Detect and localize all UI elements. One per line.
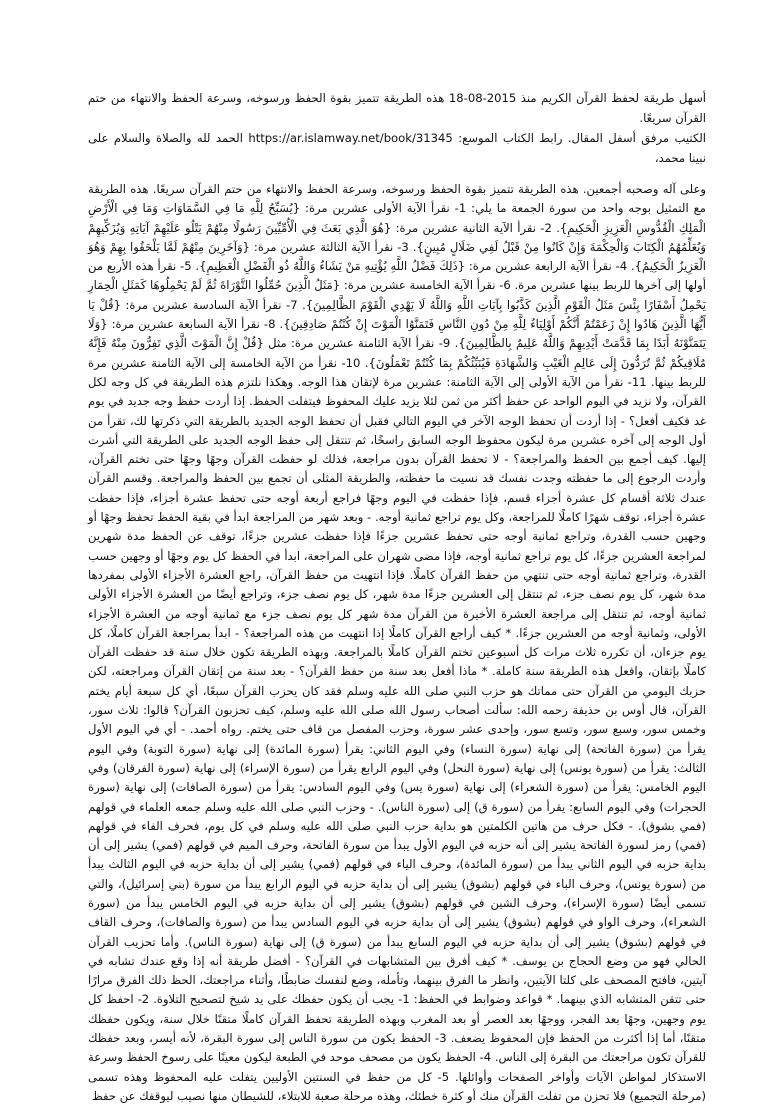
header-line-1: أسهل طريقة لحفظ القرآن الكريم منذ 2015-08-18 هذه الطريقة تتميز بقوة الحفظ ورسوخه، وسرعة الحفظ والانتهاء من حتم القرآن سريعًا.: [88, 91, 707, 125]
document-page: [88, 88, 707, 1103]
book-url-link[interactable]: https://ar.islamway.net/book/31345: [248, 131, 453, 145]
document-header: [88, 88, 706, 168]
header-line-2-prefix: الكتيب مرفق أسفل المقال. رابط الكتاب الموسع:: [458, 131, 707, 145]
article-body-text: وعلى آله وصحبه أجمعين. هذه الطريقة تتميز بقوة الحفظ ورسوخه، وسرعة الحفظ والانتهاء من حتم القرآن سريعًا. هذه الطريقة مع التمثيل بوجه واحد من سورة الجمعة ما يلي: 1- نقرأ الآية الأولى عشرين مرة: {يُسَبِّحُ لِلَّهِ مَا فِي السَّمَاوَاتِ وَمَا فِي الْأَرْضِ الْمَلِكِ الْقُدُّوسِ الْعَزِيزِ الْحَكِيمِ}. 2- نقرأ الآية الثانية عشرين مرة: {هُوَ الَّذِي بَعَثَ فِي الْأُمِّيِّينَ رَسُولًا مِنْهُمْ يَتْلُو عَلَيْهِمْ آيَاتِهِ وَيُزَكِّيهِمْ وَيُعَلِّمُهُمُ الْكِتَابَ وَالْحِكْمَةَ وَإِنْ كَانُوا مِنْ قَبْلُ لَفِي ضَلَالٍ مُبِينٍ}. 3- نقرأ الآية الثالثة عشرين مرة: {وَآخَرِينَ مِنْهُمْ لَمَّا يَلْحَقُوا بِهِمْ وَهُوَ الْعَزِيزُ الْحَكِيمُ}. 4- نقرأ الآية الرابعة عشرين مرة: {ذَلِكَ فَضْلُ اللَّهِ يُؤْتِيهِ مَنْ يَشَاءُ وَاللَّهُ ذُو الْفَضْلِ الْعَظِيمِ}. 5- نقرأ هذه الأربع من أولها إلى آخرها للربط بينها عشرين مرة. 6- نقرأ الآية الخامسة عشرين مرة: {مَثَلُ الَّذِينَ حُمِّلُوا التَّوْرَاةَ ثُمَّ لَمْ يَحْمِلُوهَا كَمَثَلِ الْحِمَارِ يَحْمِلُ أَسْفَارًا بِئْسَ مَثَلُ الْقَوْمِ الَّذِينَ كَذَّبُوا بِآيَاتِ اللَّهِ وَاللَّهُ لَا يَهْدِي الْقَوْمَ الظَّالِمِينَ}. 7- نقرأ الآية السادسة عشرين مرة: {قُلْ يَا أَيُّهَا الَّذِينَ هَادُوا إِنْ زَعَمْتُمْ أَنَّكُمْ أَوْلِيَاءُ لِلَّهِ مِنْ دُونِ النَّاسِ فَتَمَنَّوُا الْمَوْتَ إِنْ كُنْتُمْ صَادِقِينَ}. 8- نقرأ الآية السابعة عشرين مرة: {وَلَا يَتَمَنَّوْنَهُ أَبَدًا بِمَا قَدَّمَتْ أَيْدِيهِمْ وَاللَّهُ عَلِيمٌ بِالظَّالِمِينَ}. 9- نقرأ الآية الثامنة عشرين مرة: مثل {قُلْ إِنَّ الْمَوْتَ الَّذِي تَفِرُّونَ مِنْهُ فَإِنَّهُ مُلَاقِيكُمْ ثُمَّ تُرَدُّونَ إِلَى عَالِمِ الْغَيْبِ وَالشَّهَادَةِ فَيُنَبِّئُكُمْ بِمَا كُنْتُمْ تَعْمَلُونَ}. 10- نقرأ من الآية الخامسة إلى الآية الثامنة عشرين مرة للربط بينها. 11- نقرأ من الآية الأولى إلى الآية الثامنة: عشرين مرة لإتقان هذا الوجه. وهكذا نلتزم هذه الطريقة في كل وجه لكل القرآن، ولا نزيد في اليوم الواحد عن حفظ أكثر من ثمن لئلا يزيد عليك المحفوظ فيتفلت الحفظ. إذا أردت حفظ وجه جديد في يوم غد فكيف أفعل؟ - إذا أردت أن تحفظ الوجه الآخر في اليوم التالي فقبل أن تحفظ الوجه الجديد بالطريقة التي ذكرتها لك، تقرأ من أول الوجه إلى آخره عشرين مرة ليكون محفوظ الوجه السابق راسخًا، ثم تنتقل إلى حفظ الوجه الجديد على الطريقة التي أشرت إليها. كيف أجمع بين الحفظ والمراجعة؟ - لا تحفظ القرآن بدون مراجعة، فذلك لو حفظت القرآن وجهًا وجهًا حتى تختم القرآن، وأردت الرجوع إلى ما حفظته وجدت نفسك قد نسيت ما حفظته، والطريقة المثلى أن تجمع بين الحفظ والمراجعة. وقسم القرآن عندك ثلاثة أقسام كل عشرة أجزاء قسم، فإذا حفظت في اليوم وجهًا فراجع أربعة أوجه حتى تحفظ عشرة أجزاء، فإذا حفظت عشرة أجزاء، توقف شهرًا كاملًا للمراجعة، وكل يوم تراجع ثمانية أوجه. - وبعد شهر من المراجعة ابدأ في بقية الحفظ تحفظ وجهًا أو وجهين حسب القدرة، وتراجع ثمانية أوجه حتى تحفظ عشرين جزءًا فإذا حفظت عشرين جزءًا، توقف عن الحفظ مدة شهرين لمراجعة العشرين جزءًا، كل يوم تراجع ثمانية أوجه، فإذا مضى شهران على المراجعة، ابدأ في الحفظ كل يوم وجهًا أو وجهين حسب القدرة، وتراجع ثمانية أوجه حتى تنتهي من حفظ القرآن كاملًا. فإذا انتهيت من حفظ القرآن، راجع العشرة الأجزاء الأولى بمفردها مدة شهر، كل يوم نصف جزء، ثم تنتقل إلى العشرين جزءًا مدة شهر، كل يوم نصف جزء، وتراجع أيضًا من العشرة الأجزاء الأولى ثمانية أوجه، ثم تنتقل إلى مراجعة العشرة الأخيرة من القرآن مدة شهر كل يوم نصف جزء مع ثمانية أوجه من العشرة الأجزاء الأولى، وثمانية أوجه من العشرين جزءًا. * كيف أراجع القرآن كاملًا إذا انتهيت من هذه المراجعة؟ - ابدأ بمراجعة القرآن كاملًا، كل يوم جزءان، أن تكرره ثلاث مرات كل أسبوعين تختم القرآن كاملًا بالمراجعة. وبهذه الطريقة تكون خلال سنة قد حفظت القرآن كاملًا بإتقان، وافعل هذه الطريقة سنة كاملة. * ماذا أفعل بعد سنة من حفظ القرآن؟ - بعد سنة من إتقان القرآن ومراجعته، لكن حزبك اليومي من القرآن حتى مماتك هو حزب النبي صلى الله عليه وسلم فقد كان يحزب القرآن سبعًا، أي كل سبعة أيام يختم القرآن، قال أوس بن حذيفة رحمه الله: سألت أصحاب رسول الله صلى الله عليه وسلم، كيف تحزبون القرآن؟ قالوا: ثلاث سور، وخمس سور، وسبع سور، وتسع سور، وإحدى عشر سورة، وحزب المفصل من قاف حتى يختم. رواه أحمد. - أي في اليوم الأول يقرأ من (سورة الفاتحة) إلى نهاية (سورة النساء) وفي اليوم الثاني: يقرأ (سورة المائدة) إلى نهاية (سورة التوبة) وفي اليوم الثالث: يقرأ من (سورة يونس) إلى نهاية (سورة النحل) وفي اليوم الرابع يقرأ من (سورة الإسراء) إلى نهاية (سورة الفرقان) وفي اليوم الخامس: يقرأ من (سورة الشعراء) إلى نهاية (سورة يس) وفي اليوم السادس: يقرأ من (سورة الصافات) إلى نهاية (سورة الحجرات) وفي اليوم السابع: يقرأ من (سورة ق) إلى (سورة الناس). - وحزب النبي صلى الله عليه وسلم جمعه العلماء في قولهم (فمي بشوق). - فكل حرف من هاتين الكلمتين هو بداية حزب النبي صلى الله عليه وسلم في كل يوم، فحرف الفاء في قولهم (فمي) رمز لسورة الفاتحة يشير إلى أنه حزبه في اليوم الأول يبدأ من سورة الفاتحة، وحرف الميم في قولهم (فمي) يشير إلى أن بداية حزبه في اليوم الثاني يبدأ من (سورة المائدة)، وحرف الياء في قولهم (فمي) يشير إلى أن بداية حزبه في اليوم الثالث يبدأ من (سورة يونس)، وحرف الباء في قولهم (بشوق) يشير إلى أن بداية حزبه في اليوم الرابع يبدأ من سورة (بني إسرائيل)، والتي تسمى أيضًا (سورة الإسراء)، وحرف الشين في قولهم (بشوق) يشير إلى أن بداية حزبه في اليوم الخامس يبدأ من (سورة الشعراء)، وحرف الواو في قولهم (بشوق) يشير إلى أن بداية حزبه في اليوم السادس يبدأ من (سورة والصافات)، وحرف القاف في قولهم (بشوق) يشير إلى أن بداية حزبه في اليوم السابع يبدأ من (سورة ق) إلى نهاية (سورة الناس). وأما تحزيب القرآن الحالي فهو من وضع الحجاج بن يوسف. * كيف أفرق بين المتشابهات في القرآن؟ - أفضل طريقة أنه إذا وقع عندك تشابه في آيتين، فافتح المصحف على كلتا الآيتين، وانظر ما الفرق بينهما، وتأمله، وضع لنفسك ضابطًا، وأثناء مراجعتك، الحظ ذلك الفرق مرارًا حتى تتقن المتشابه الذي بينهما. * قواعد وضوابط في الحفظ: 1- يجب أن يكون حفظك على يد شيخ لتصحيح التلاوة. 2- احفظ كل يوم وجهين، وجهًا بعد الفجر، ووجهًا بعد العصر أو بعد المغرب وبهذه الطريقة تحفظ القرآن كاملًا متقنًا خلال سنة، ويكون حفظك متقنًا، أما إذا أكثرت من الحفظ فإن المحفوظ يضعف. 3- الحفظ يكون من سورة الناس إلى سورة البقرة، لأنه أيسر، وبعد حفظك للقرآن تكون مراجعتك من البقرة إلى الناس. 4- الحفظ يكون من مصحف موحد في الطبعة ليكون معينًا على رسوخ الحفظ وسرعة الاستذكار لمواطن الآيات وأواخر الصفحات وأوائلها. 5- كل من حفظ في السنتين الأوليين يتفلت عليه المحفوظ وهذه تسمى (مرحلة التجميع) فلا تحزن من تفلت القرآن منك أو كثرة خطئك، وهذه مرحلة صعبة للابتلاء، للشيطان منها نصيب ليوقفك عن حفظ: [88, 182, 707, 1103]
header-line-2-suffix: الحمد لله والصلاة والسلام على نبينا محمد،: [88, 131, 706, 165]
